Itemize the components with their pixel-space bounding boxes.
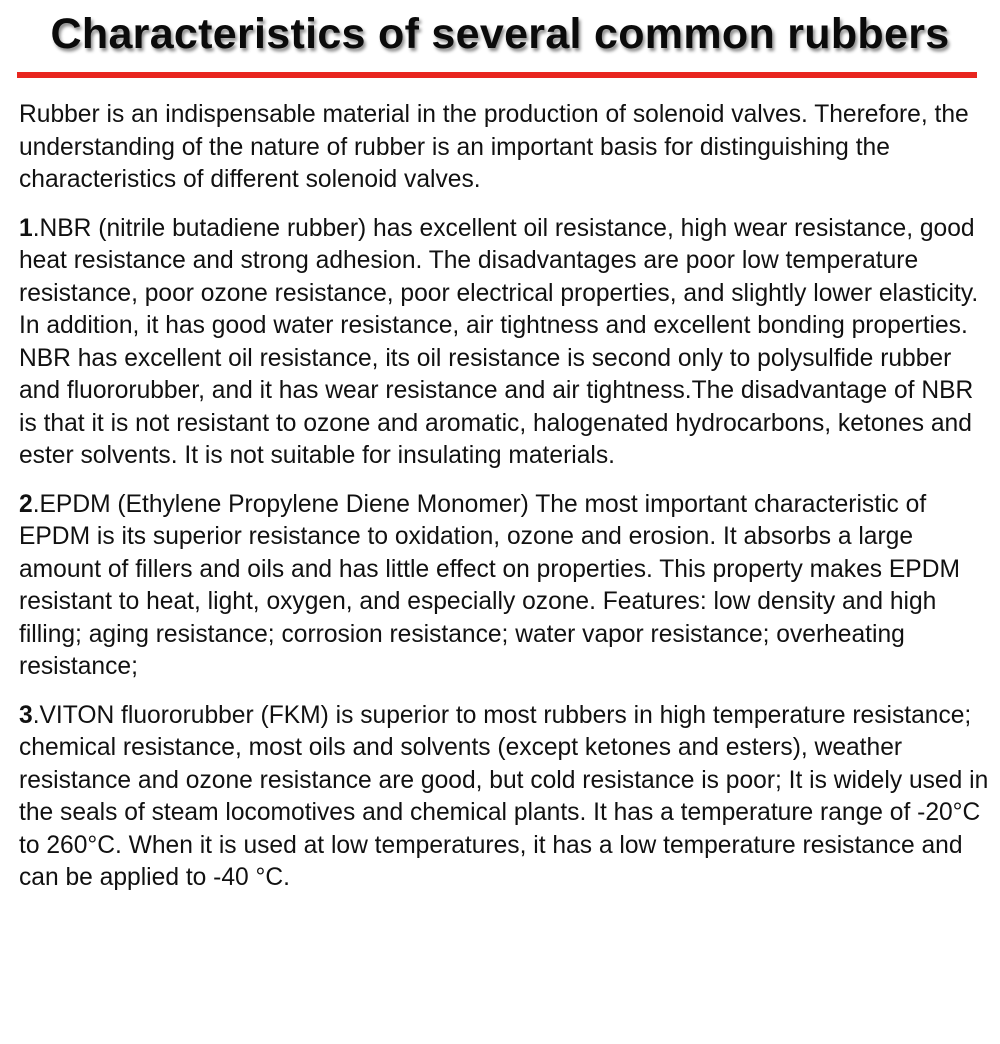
section-text: .VITON fluororubber (FKM) is superior to most rubbers in high temperature resistance; chemical resistance, most oils and solvents (except ketones and esters), weather resistance and ozone resistance are good, but cold resistance is poor; It is widely used in the seals of steam locomotives and chemical plants. It has a temperature range of -20°C to 260°C. When it is used at low temperatures, it has a low temperature resistance and can be applied to -40 °C. (19, 701, 989, 891)
section-number: 3 (19, 701, 33, 729)
section-text: .NBR (nitrile butadiene rubber) has excellent oil resistance, high wear resistance, good heat resistance and strong adhesion. The disadvantages are poor low temperature resistance, poor ozone resistance, poor electrical properties, and slightly lower elasticity. In addition, it has good water resistance, air tightness and excellent bonding properties. NBR has excellent oil resistance, its oil resistance is second only to polysulfide rubber and fluororubber, and it has wear resistance and air tightness.The disadvantage of NBR is that it is not resistant to ozone and aromatic, halogenated hydrocarbons, ketones and ester solvents. It is not suitable for insulating materials. (19, 214, 979, 469)
section-fkm (19, 700, 991, 895)
title-underline-divider (17, 72, 977, 78)
section-number: 1 (19, 214, 33, 242)
page-title: Characteristics of several common rubbers (50, 10, 950, 58)
intro-paragraph: Rubber is an indispensable material in the production of solenoid valves. Therefore, the understanding of the nature of rubber is an important basis for distinguishing the characteristics of different solenoid valves. (19, 101, 969, 193)
article-body (19, 99, 991, 895)
section-nbr (19, 213, 991, 473)
section-text: .EPDM (Ethylene Propylene Diene Monomer) The most important characteristic of EPDM is its superior resistance to oxidation, ozone and erosion. It absorbs a large amount of fillers and oils and has little effect on properties. This property makes EPDM resistant to heat, light, oxygen, and especially ozone. Features: low density and high filling; aging resistance; corrosion resistance; water vapor resistance; overheating resistance; (19, 490, 960, 680)
section-epdm (19, 489, 991, 684)
section-number: 2 (19, 490, 33, 518)
